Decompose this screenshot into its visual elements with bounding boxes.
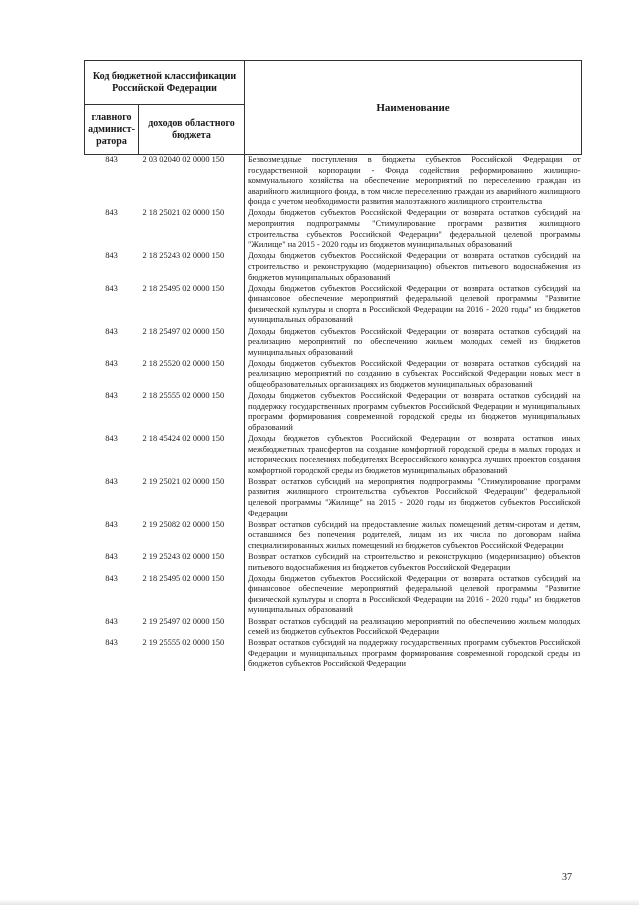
revenue-code-cell: 2 18 25497 02 0000 150 (142, 326, 225, 336)
admin-code-cell: 843 (105, 358, 118, 368)
table-row (85, 434, 582, 477)
revenue-code-cell: 2 03 02040 02 0000 150 (142, 155, 225, 164)
revenue-code-cell: 2 19 25555 02 0000 150 (142, 638, 225, 648)
name-cell: Доходы бюджетов субъектов Российской Федерации от возврата остатков иных межбюджетных трансфертов на создание комфортной городской среды в малых городах и исторических поселениях победителях Всероссийского конкурса лучших проектов создания комфортной городской среды из бюджетов муниципальных образований (245, 434, 582, 477)
name-cell: Возврат остатков субсидий на мероприятия подпрограммы "Стимулирование программ развития жилищного строительства субъектов Российской Федерации" федеральной целевой программы "Жилище" на 2015 - 2020 годы из бюджетов субъектов Российской Федерации (245, 477, 582, 520)
table-row (85, 208, 582, 251)
code-group-header: Код бюджетной классификации Российской Федерации (85, 61, 245, 105)
admin-code-cell: 843 (105, 638, 118, 648)
admin-code-cell: 843 (105, 616, 118, 626)
table-row (85, 477, 582, 520)
budget-classification-table (84, 60, 582, 671)
table-row (85, 574, 582, 617)
admin-code-cell: 843 (105, 251, 118, 261)
revenue-code-cell: 2 18 25495 02 0000 150 (142, 283, 225, 293)
page-number: 37 (562, 872, 572, 883)
table-row (85, 251, 582, 283)
table-body (85, 155, 582, 671)
admin-code-cell: 843 (105, 283, 118, 293)
admin-code-cell: 843 (105, 573, 118, 583)
revenue-column-header: доходов областного бюджета (139, 105, 245, 155)
revenue-code-cell: 2 19 25243 02 0000 150 (142, 551, 225, 561)
table-row (85, 520, 582, 552)
admin-column-header: главного админист-ратора (85, 105, 139, 155)
name-cell: Доходы бюджетов субъектов Российской Федерации от возврата остатков субсидий на реализацию мероприятий по созданию в субъектах Российской Федерации новых мест в общеобразовательных организациях из бюджетов муниципальных образований (245, 359, 582, 391)
name-cell: Доходы бюджетов субъектов Российской Федерации от возврата остатков субсидий на мероприятия подпрограммы "Стимулирование программ развития жилищного строительства субъектов Российской Федерации" федеральной целевой программы "Жилище" на 2015 - 2020 годы из бюджетов муниципальных образований (245, 208, 582, 251)
table-header (85, 61, 582, 155)
page-bottom-edge (0, 899, 639, 905)
name-cell: Возврат остатков субсидий на реализацию мероприятий по обеспечению жильем молодых семей из бюджетов субъектов Российской Федерации (245, 617, 582, 639)
table-row (85, 155, 582, 209)
revenue-code-cell: 2 18 25495 02 0000 150 (142, 573, 225, 583)
revenue-code-cell: 2 18 45424 02 0000 150 (142, 433, 225, 443)
name-cell: Возврат остатков субсидий на поддержку государственных программ субъектов Российской Федерации и муниципальных программ формирования современной городской среды из бюджетов субъектов Российской Федерации (245, 638, 582, 670)
revenue-code-cell: 2 18 25021 02 0000 150 (142, 208, 225, 218)
table-row (85, 327, 582, 359)
admin-code-cell: 843 (105, 551, 118, 561)
admin-code-cell: 843 (105, 476, 118, 486)
name-cell: Доходы бюджетов субъектов Российской Федерации от возврата остатков субсидий на строительство и реконструкцию (модернизацию) объектов питьевого водоснабжения из бюджетов муниципальных образований (245, 251, 582, 283)
admin-code-cell: 843 (105, 155, 118, 164)
table-row (85, 552, 582, 574)
table-row (85, 391, 582, 434)
table-row (85, 638, 582, 670)
admin-code-cell: 843 (105, 391, 118, 401)
revenue-code-cell: 2 19 25082 02 0000 150 (142, 519, 225, 529)
name-cell: Возврат остатков субсидий на строительство и реконструкцию (модернизацию) объектов питьевого водоснабжения из бюджетов субъектов Российской Федерации (245, 552, 582, 574)
name-column-header: Наименование (245, 61, 582, 155)
name-cell: Безвозмездные поступления в бюджеты субъектов Российской Федерации от государственной корпорации - Фонда содействия реформированию жилищно-коммунального хозяйства на обеспечение мероприятий по переселению граждан из аварийного жилищного фонда, в том числе переселению граждан из аварийного жилищного фонда с учетом необходимости развития малоэтажного жилищного строительства (245, 155, 582, 209)
document-sheet (84, 60, 581, 671)
name-cell: Доходы бюджетов субъектов Российской Федерации от возврата остатков субсидий на финансовое обеспечение мероприятий федеральной целевой программы "Развитие физической культуры и спорта в Российской Федерации на 2016 - 2020 годы" из бюджетов муниципальных образований (245, 284, 582, 327)
admin-code-cell: 843 (105, 433, 118, 443)
name-cell: Доходы бюджетов субъектов Российской Федерации от возврата остатков субсидий на поддержку государственных программ субъектов Российской Федерации и муниципальных программ формирования современной городской среды из бюджетов муниципальных образований (245, 391, 582, 434)
revenue-code-cell: 2 18 25243 02 0000 150 (142, 251, 225, 261)
name-cell: Доходы бюджетов субъектов Российской Федерации от возврата остатков субсидий на реализацию мероприятий по обеспечению жильем молодых семей из бюджетов муниципальных образований (245, 327, 582, 359)
admin-code-cell: 843 (105, 326, 118, 336)
name-cell: Возврат остатков субсидий на предоставление жилых помещений детям-сиротам и детям, оставшимся без попечения родителей, лицам из их числа по договорам найма специализированных жилых помещений из бюджетов субъектов Российской Федерации (245, 520, 582, 552)
admin-code-cell: 843 (105, 208, 118, 218)
revenue-code-cell: 2 18 25520 02 0000 150 (142, 358, 225, 368)
table-row (85, 617, 582, 639)
table-row (85, 284, 582, 327)
revenue-code-cell: 2 19 25497 02 0000 150 (142, 616, 225, 626)
admin-code-cell: 843 (105, 519, 118, 529)
table-row (85, 359, 582, 391)
revenue-code-cell: 2 19 25021 02 0000 150 (142, 476, 225, 486)
revenue-code-cell: 2 18 25555 02 0000 150 (142, 391, 225, 401)
name-cell: Доходы бюджетов субъектов Российской Федерации от возврата остатков субсидий на финансовое обеспечение мероприятий федеральной целевой программы "Развитие физической культуры и спорта в Российской Федерации на 2016 - 2020 годы" из бюджетов муниципальных образований (245, 574, 582, 617)
